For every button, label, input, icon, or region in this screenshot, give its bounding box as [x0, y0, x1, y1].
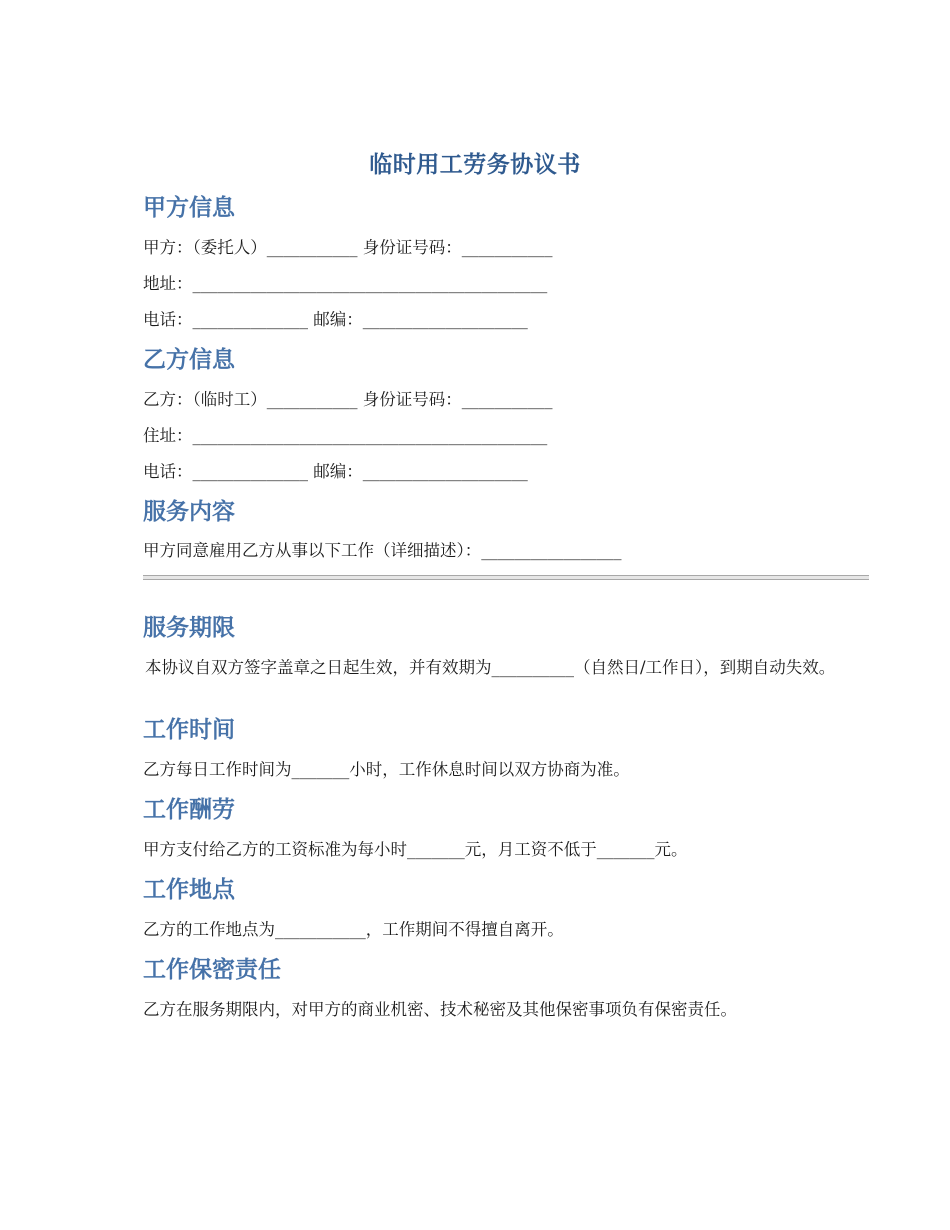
service-term-heading: 服务期限 [143, 615, 235, 641]
work-time-heading: 工作时间 [143, 717, 235, 743]
remuneration-heading: 工作酬劳 [143, 797, 235, 823]
section-divider [143, 575, 869, 580]
party-b-address-line: 住址：___________________________________________ [143, 426, 548, 445]
party-b-phone-postcode-line: 电话：______________ 邮编：____________________ [143, 462, 528, 481]
location-text: 乙方的工作地点为___________，工作期间不得擅自离开。 [143, 920, 564, 939]
confidentiality-heading: 工作保密责任 [143, 957, 281, 983]
service-content-text: 甲方同意雇用乙方从事以下工作（详细描述）：_________________ [143, 541, 622, 560]
party-b-name-id-line: 乙方：（临时工）___________ 身份证号码：___________ [143, 390, 553, 409]
work-time-text: 乙方每日工作时间为_______小时，工作休息时间以双方协商为准。 [143, 760, 630, 779]
document-title: 临时用工劳务协议书 [369, 152, 581, 178]
service-term-text: 本协议自双方签字盖章之日起生效，并有效期为__________（自然日/工作日），到期自动失效。 [145, 658, 836, 677]
party-a-name-id-line: 甲方：（委托人）___________ 身份证号码：___________ [143, 238, 553, 257]
confidentiality-text: 乙方在服务期限内，对甲方的商业机密、技术秘密及其他保密事项负有保密责任。 [143, 1000, 737, 1019]
location-heading: 工作地点 [143, 877, 235, 903]
party-b-heading: 乙方信息 [143, 347, 235, 373]
service-content-heading: 服务内容 [143, 499, 235, 525]
remuneration-text: 甲方支付给乙方的工资标准为每小时_______元，月工资不低于_______元。 [143, 840, 688, 859]
party-a-heading: 甲方信息 [143, 195, 235, 221]
party-a-address-line: 地址：___________________________________________ [143, 274, 548, 293]
party-a-phone-postcode-line: 电话：______________ 邮编：____________________ [143, 310, 528, 329]
